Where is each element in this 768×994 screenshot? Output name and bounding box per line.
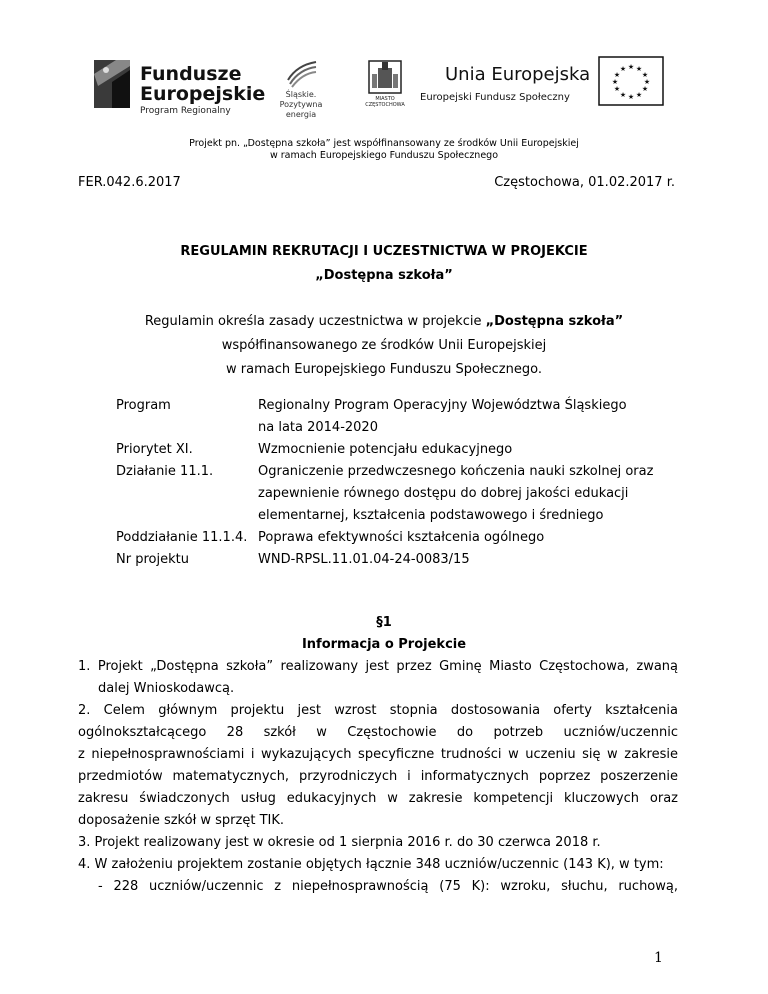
cofinancing-line-2: w ramach Europejskiego Funduszu Społecznego bbox=[269, 150, 499, 161]
page-number: 1 bbox=[654, 950, 663, 966]
place-and-date: Częstochowa, 01.02.2017 r. bbox=[494, 175, 675, 190]
info-label-program: Program bbox=[116, 398, 171, 413]
svg-text:★: ★ bbox=[627, 63, 635, 71]
eu-flag-icon bbox=[598, 56, 664, 106]
svg-text:★: ★ bbox=[641, 85, 649, 93]
info-value-nr-projektu: WND-RPSL.11.01.04-24-0083/15 bbox=[258, 552, 470, 567]
body-line: 3. Projekt realizowany jest w okresie od 1 sierpnia 2016 r. do 30 czerwca 2018 r. bbox=[78, 835, 601, 850]
info-value-dzialanie-line: Ograniczenie przedwczesnego kończenia nauki szkolnej oraz bbox=[258, 464, 654, 479]
intro-line-1: Regulamin określa zasady uczestnictwa w projekcie „Dostępna szkoła” bbox=[144, 314, 624, 329]
svg-text:★: ★ bbox=[627, 93, 635, 101]
info-label-poddzialanie: Poddziałanie 11.1.4. bbox=[116, 530, 248, 545]
body-line: 1. Projekt „Dostępna szkoła” realizowany jest przez Gminę Miasto Częstochowa, zwaną bbox=[78, 659, 678, 674]
logo-strip bbox=[0, 50, 768, 120]
info-value-priorytet: Wzmocnienie potencjału edukacyjnego bbox=[258, 442, 513, 457]
fe-logo-text: Fundusze Europejskie bbox=[140, 63, 266, 105]
svg-text:★: ★ bbox=[611, 78, 619, 86]
info-value-program-line: Regionalny Program Operacyjny Województwa Śląskiego bbox=[258, 398, 627, 413]
document-reference: FER.042.6.2017 bbox=[78, 175, 181, 190]
ue-logo-subtitle: Europejski Fundusz Społeczny bbox=[420, 92, 570, 103]
document-title: REGULAMIN REKRUTACJI I UCZESTNICTWA W PROJEKCIE bbox=[180, 244, 588, 259]
info-value-poddzialanie: Poprawa efektywności kształcenia ogólnego bbox=[258, 530, 545, 545]
body-line: doposażenie szkół w sprzęt TIK. bbox=[78, 813, 285, 828]
body-line: ogólnokształcącego 28 szkół w Częstochowie do potrzeb uczniów/uczennic bbox=[78, 725, 678, 740]
section-number: §1 bbox=[376, 615, 392, 630]
fundusze-europejskie-emblem-icon bbox=[92, 56, 134, 114]
svg-text:★: ★ bbox=[635, 91, 643, 99]
svg-text:★: ★ bbox=[641, 71, 649, 79]
czestochowa-crest-icon bbox=[366, 58, 404, 96]
svg-text:★: ★ bbox=[635, 65, 643, 73]
info-value-dzialanie-line: elementarnej, kształcenia podstawowego i średniego bbox=[258, 508, 604, 523]
czestochowa-logo-text: MIASTO CZĘSTOCHOWA bbox=[365, 96, 405, 108]
svg-text:★: ★ bbox=[613, 71, 621, 79]
slaskie-logo-icon bbox=[284, 58, 318, 88]
project-name-title: „Dostępna szkoła” bbox=[315, 268, 453, 283]
body-line: z niepełnosprawnościami i wykazujących specyficzne trudności w uczeniu się w zakresie bbox=[78, 747, 678, 762]
body-line: dalej Wnioskodawcą. bbox=[98, 681, 235, 696]
svg-text:★: ★ bbox=[613, 85, 621, 93]
svg-text:★: ★ bbox=[619, 65, 627, 73]
slaskie-logo-text: Śląskie. Pozytywna energia bbox=[279, 90, 323, 119]
fe-logo-subtitle: Program Regionalny bbox=[140, 106, 231, 116]
ue-logo-title: Unia Europejska bbox=[445, 64, 591, 85]
body-line: 4. W założeniu projektem zostanie objętych łącznie 348 uczniów/uczennic (143 K), w tym: bbox=[78, 857, 664, 872]
info-label-priorytet: Priorytet XI. bbox=[116, 442, 193, 457]
svg-text:★: ★ bbox=[643, 78, 651, 86]
info-label-nr-projektu: Nr projektu bbox=[116, 552, 189, 567]
body-line: 2. Celem głównym projektu jest wzrost stopnia dostosowania oferty kształcenia bbox=[78, 703, 678, 718]
info-value-program-line: na lata 2014-2020 bbox=[258, 420, 378, 435]
info-label-dzialanie: Działanie 11.1. bbox=[116, 464, 214, 479]
info-value-dzialanie-line: zapewnienie równego dostępu do dobrej jakości edukacji bbox=[258, 486, 629, 501]
body-line: przedmiotów matematycznych, przyrodniczych i informatycznych poprzez poszerzenie bbox=[78, 769, 678, 784]
svg-text:★: ★ bbox=[619, 91, 627, 99]
intro-line-2: współfinansowanego ze środków Unii Europejskiej bbox=[221, 338, 547, 353]
section-title: Informacja o Projekcie bbox=[301, 637, 467, 652]
body-line: - 228 uczniów/uczennic z niepełnosprawnością (75 K): wzroku, słuchu, ruchową, bbox=[98, 879, 678, 894]
intro-line-3: w ramach Europejskiego Funduszu Społecznego. bbox=[226, 362, 542, 377]
body-line: zakresu świadczonych usług edukacyjnych w zakresie kompetencji kluczowych oraz bbox=[78, 791, 678, 806]
cofinancing-line-1: Projekt pn. „Dostępna szkoła” jest współfinansowany ze środków Unii Europejskiej bbox=[189, 138, 579, 149]
